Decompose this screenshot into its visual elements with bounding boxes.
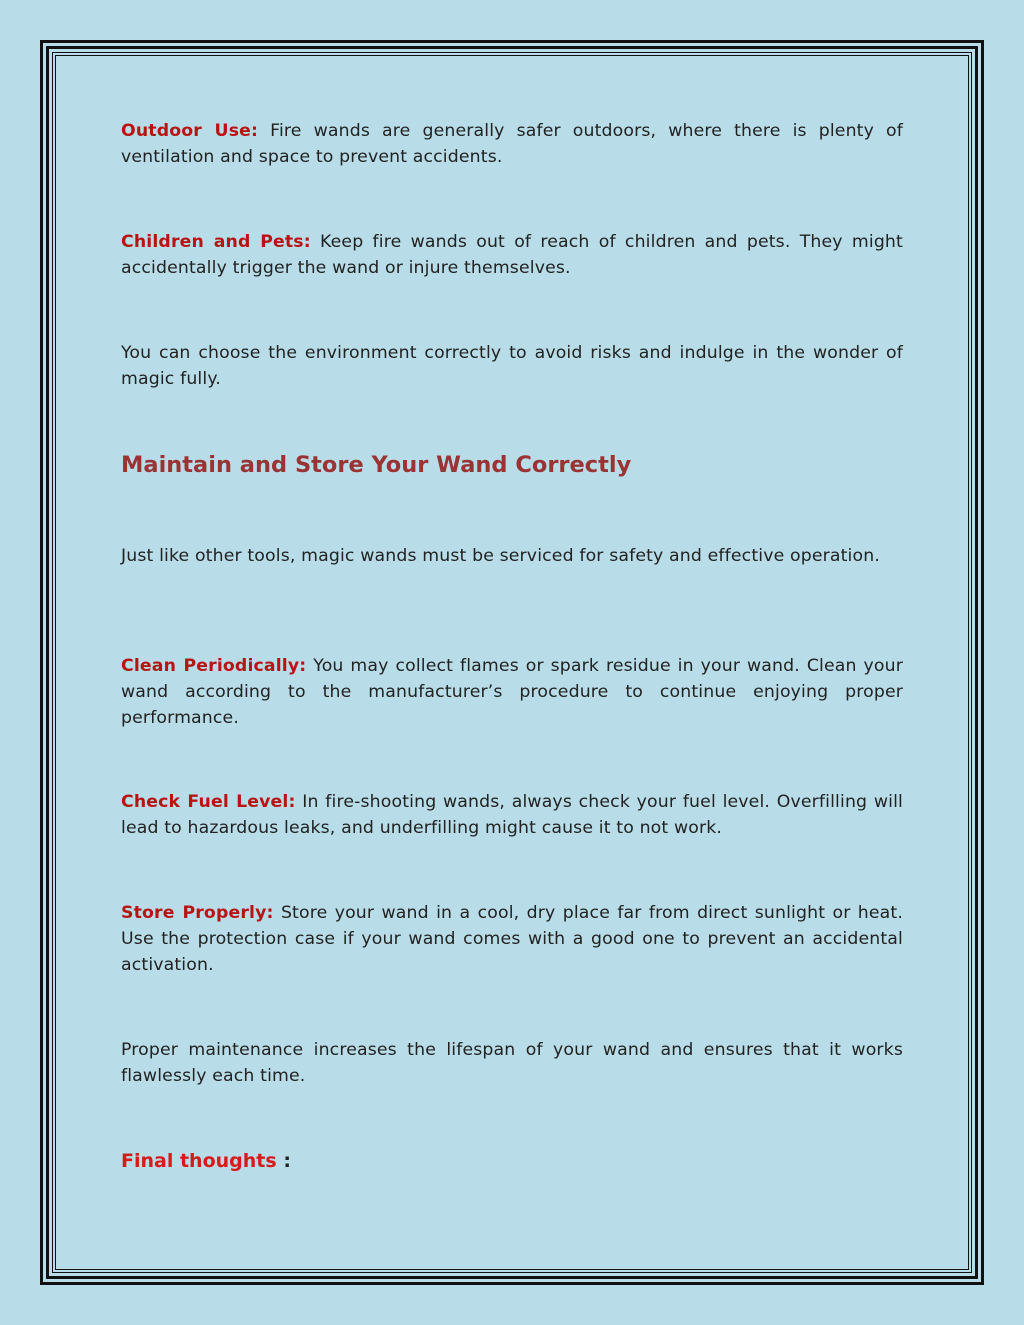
- paragraph-fuel: [121, 789, 903, 841]
- final-thoughts-label: Final thoughts: [121, 1150, 277, 1172]
- outdoor-use-text: Fire wands are generally safer outdoors, where there is plenty of ventilation and space to prevent accidents.: [121, 121, 903, 167]
- fuel-text: In fire-shooting wands, always check your fuel level. Overfilling will lead to hazardous leaks, and underfilling might cause it to not work.: [121, 792, 903, 838]
- store-text: Store your wand in a cool, dry place far from direct sunlight or heat. Use the protection case if your wand comes with a good one to prevent an accidental activation.: [121, 903, 903, 975]
- paragraph-children-pets: [121, 229, 903, 281]
- store-label: Store Properly:: [121, 903, 274, 923]
- paragraph-maintenance: Proper maintenance increases the lifespan of your wand and ensures that it works flawlessly each time.: [121, 1040, 903, 1086]
- fuel-label: Check Fuel Level:: [121, 792, 296, 812]
- paragraph-intro: Just like other tools, magic wands must be serviced for safety and effective operation.: [121, 546, 880, 566]
- paragraph-environment: You can choose the environment correctly to avoid risks and indulge in the wonder of magic fully.: [121, 343, 903, 389]
- outdoor-use-label: Outdoor Use:: [121, 121, 259, 141]
- paragraph-outdoor-use: [121, 118, 903, 170]
- clean-label: Clean Periodically:: [121, 656, 307, 676]
- paragraph-store: [121, 900, 903, 978]
- children-pets-label: Children and Pets:: [121, 232, 311, 252]
- paragraph-clean: [121, 653, 903, 731]
- final-thoughts-heading: [121, 1148, 903, 1174]
- children-pets-text: Keep fire wands out of reach of children and pets. They might accidentally trigger the wand or injure themselves.: [121, 232, 903, 278]
- final-thoughts-colon: :: [283, 1150, 291, 1172]
- section-heading: Maintain and Store Your Wand Correctly: [121, 452, 632, 478]
- clean-text: You may collect flames or spark residue in your wand. Clean your wand according to the manufacturer’s procedure to continue enjoying proper performance.: [121, 656, 903, 728]
